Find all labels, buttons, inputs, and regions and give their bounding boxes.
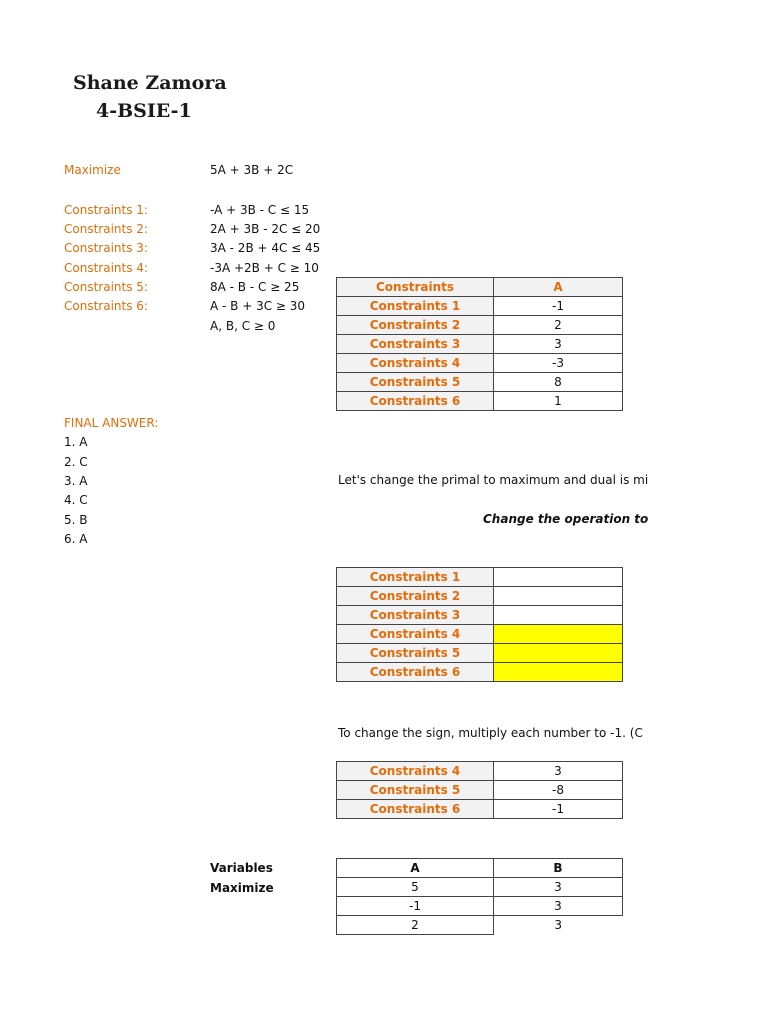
- highlighted-cell: [494, 625, 623, 644]
- table-row: [337, 663, 623, 682]
- constraint-expr-2: 2A + 3B - 2C ≤ 20: [210, 222, 321, 236]
- table-header-cell: A: [337, 859, 494, 878]
- table-row: [337, 781, 623, 800]
- constraint-label-6: Constraints 6:: [64, 299, 148, 313]
- table-row: [337, 335, 623, 354]
- note-change-sign: To change the sign, multiply each number to -1. (C: [338, 726, 643, 740]
- constraint-expr-6: A - B + 3C ≥ 30: [210, 299, 306, 313]
- table-cell: -3: [494, 354, 623, 373]
- table-row: [337, 916, 623, 935]
- variables-table: [336, 858, 623, 935]
- objective-expr: 5A + 3B + 2C: [210, 163, 294, 177]
- nonnegativity-expr: A, B, C ≥ 0: [210, 319, 276, 333]
- row-label: Constraints 5: [337, 644, 494, 663]
- table-header-cell: A: [494, 278, 623, 297]
- constraint-label-1: Constraints 1:: [64, 203, 148, 217]
- final-answer-item: 3. A: [64, 474, 88, 488]
- table-header-cell: Constraints: [337, 278, 494, 297]
- highlighted-cell: [494, 663, 623, 682]
- section-name: 4-BSIE-1: [96, 100, 192, 122]
- table-row: [337, 392, 623, 411]
- table-header-row: [337, 278, 623, 297]
- note-change-sign-wrap: [338, 726, 643, 744]
- constraint-expr-5: 8A - B - C ≥ 25: [210, 280, 300, 294]
- author-name: Shane Zamora: [73, 72, 227, 94]
- row-label: Constraints 2: [337, 587, 494, 606]
- table-row: [337, 878, 623, 897]
- row-label: Constraints 5: [337, 373, 494, 392]
- objective-label: Maximize: [64, 163, 121, 177]
- table-cell: 3: [494, 897, 623, 916]
- table-cell: [494, 606, 623, 625]
- final-answer-item: 5. B: [64, 513, 88, 527]
- table-cell: -8: [494, 781, 623, 800]
- table-row: [337, 373, 623, 392]
- constraint-expr-4: -3A +2B + C ≥ 10: [210, 261, 319, 275]
- table-row: [337, 587, 623, 606]
- row-label: Constraints 1: [337, 568, 494, 587]
- table-cell: -1: [494, 297, 623, 316]
- table-row: [337, 800, 623, 819]
- note-primal-dual: Let's change the primal to maximum and dual is mi: [338, 473, 649, 487]
- row-label: Constraints 6: [337, 392, 494, 411]
- table-cell: [494, 587, 623, 606]
- constraint-expr-1: -A + 3B - C ≤ 15: [210, 203, 310, 217]
- row-label: Constraints 3: [337, 335, 494, 354]
- constraint-label-5: Constraints 5:: [64, 280, 148, 294]
- sign-change-table: [336, 761, 623, 819]
- final-answer-item: 2. C: [64, 455, 88, 469]
- highlighted-cell: [494, 644, 623, 663]
- table-row: [337, 297, 623, 316]
- constraint-label-4: Constraints 4:: [64, 261, 148, 275]
- table-cell: 3: [494, 762, 623, 781]
- table-cell: 2: [337, 916, 494, 935]
- final-answer-item: 1. A: [64, 435, 88, 449]
- table-cell: 8: [494, 373, 623, 392]
- maximize-label: Maximize: [210, 881, 274, 895]
- row-label: Constraints 1: [337, 297, 494, 316]
- note-primal-dual-wrap: [338, 473, 649, 491]
- row-label: Constraints 2: [337, 316, 494, 335]
- coefficients-table: [336, 277, 623, 411]
- table-cell: 1: [494, 392, 623, 411]
- table-row: [337, 897, 623, 916]
- constraint-expr-3: 3A - 2B + 4C ≤ 45: [210, 241, 321, 255]
- row-label: Constraints 5: [337, 781, 494, 800]
- row-label: Constraints 4: [337, 762, 494, 781]
- row-label: Constraints 6: [337, 800, 494, 819]
- table-cell: 3: [494, 878, 623, 897]
- row-label: Constraints 3: [337, 606, 494, 625]
- table-row: [337, 762, 623, 781]
- table-row: [337, 644, 623, 663]
- final-answer-item: 4. C: [64, 493, 88, 507]
- constraint-label-3: Constraints 3:: [64, 241, 148, 255]
- table-cell: -1: [494, 800, 623, 819]
- table-cell: -1: [337, 897, 494, 916]
- table-cell: 3: [554, 918, 563, 933]
- table-cell: [494, 568, 623, 587]
- operation-table: [336, 567, 623, 682]
- row-label: Constraints 4: [337, 354, 494, 373]
- table-row: [337, 568, 623, 587]
- table-row: [337, 316, 623, 335]
- note-change-operation: Change the operation to: [483, 512, 649, 526]
- table-cell: 2: [494, 316, 623, 335]
- table-row: [337, 606, 623, 625]
- table-header-cell: B: [494, 859, 623, 878]
- row-label: Constraints 6: [337, 663, 494, 682]
- table-row: [337, 625, 623, 644]
- row-label: Constraints 4: [337, 625, 494, 644]
- final-answer-item: 6. A: [64, 532, 88, 546]
- variables-label: Variables: [210, 861, 273, 875]
- final-answer-label: FINAL ANSWER:: [64, 416, 159, 430]
- note-change-operation-wrap: [338, 512, 649, 530]
- table-cell: 3: [494, 335, 623, 354]
- table-row: [337, 354, 623, 373]
- constraint-label-2: Constraints 2:: [64, 222, 148, 236]
- table-header-row: [337, 859, 623, 878]
- table-cell: 5: [337, 878, 494, 897]
